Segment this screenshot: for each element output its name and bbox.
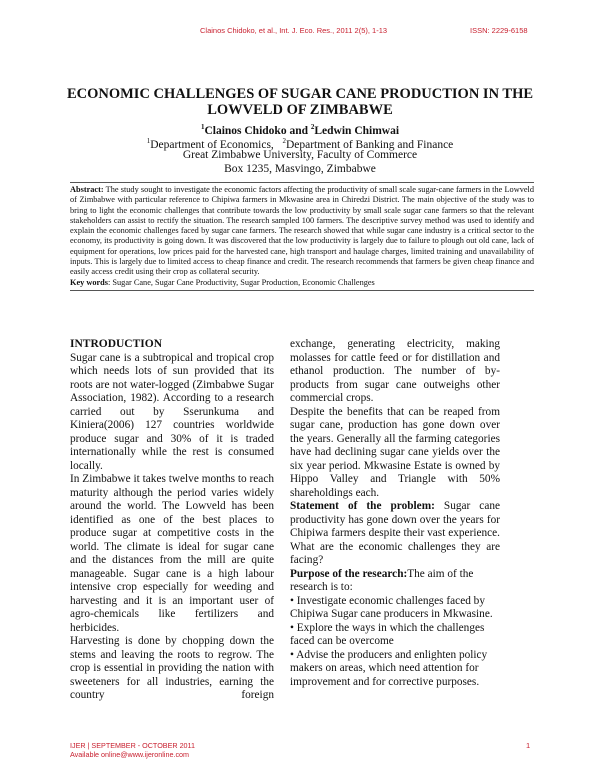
abstract-text: The study sought to investigate the economic factors affecting the productivity of small scale sugar-cane farmers in the Lowveld of Zimbabwe with particular reference to Chipiwa farmers in Mkwasine area in Chiredzi District. The main objective of the study was to bring to light the economic challenges that contribute towards the low productivity by small scale sugar cane farmers so that the relevant stakeholders can assist to rectify the situation. The research sampled 100 farmers. The descriptive survey method was used to identify and explain the economic challenges faced by sugar cane farmers. The research showed that while sugar cane industry is a critical sector to the economy, its productivity is going down. It was discovered that the low productivity is largely due to failure to plough out old cane, lack of equipment for operations, low prices paid for the harvested cane, high transport and haulage charges, limited training and unavailability of inputs. This is largely due to limited access to cheap finance and credit. The research recommends that farmers be given cheap finance and easily access credit using their crop as collateral security. bbox=[70, 185, 534, 277]
keywords-label: Key words bbox=[70, 277, 109, 287]
right-paragraph-2: Despite the benefits that can be reaped from sugar cane, production has gone down over the years. Generally all the farming categories have had declining sugar cane yields over the six year period. Mkwasine Estate is owned by Hippo Valley and Triangle with 50% shareholdings each. bbox=[290, 405, 500, 499]
dept2-name: Department of Banking and Finance bbox=[285, 138, 454, 151]
keywords-line bbox=[70, 278, 534, 288]
dept2-superscript: 2 bbox=[282, 137, 286, 145]
running-header-issn: ISSN: 2229-6158 bbox=[470, 26, 528, 35]
author2-superscript: 2 bbox=[310, 123, 315, 131]
page-number: 1 bbox=[526, 741, 531, 750]
intro-paragraph-2: In Zimbabwe it takes twelve months to reach maturity although the period varies widely around the world. The Lowveld has been identified as one of the best places to produce sugar at competitive costs in the world. The climate is ideal for sugar cane and the distances from the mill are quite manageable. Sugar cane is a high labour intensive crop especially for weeding and harvesting and it is an important user of agro-chemicals like fertilizers and herbicides. bbox=[70, 473, 274, 634]
purpose-label: Purpose of the research: bbox=[290, 567, 408, 580]
footer-journal: IJER | SEPTEMBER - OCTOBER 2011 bbox=[70, 741, 196, 750]
problem-statement bbox=[290, 500, 500, 568]
list-item: • Explore the ways in which the challenges faced can be overcome bbox=[290, 621, 485, 647]
purpose-statement bbox=[290, 568, 500, 595]
author1-superscript: 1 bbox=[200, 123, 205, 131]
intro-paragraph-3: Harvesting is done by chopping down the stems and leaving the roots to regrow. The crop is essential in providing the nation with sweeteners for all industries, earning the country foreign bbox=[70, 635, 274, 701]
author2-name: Ledwin Chimwai bbox=[314, 124, 400, 137]
dept1-name: Department of Economics, bbox=[150, 138, 274, 151]
right-paragraph-1: exchange, generating electricity, making molasses for cattle feed or for distillation and ethanol production. The number of by-products from sugar cane outweighs other commercial crops. bbox=[290, 338, 500, 404]
purpose-text: The aim of the research is to: bbox=[290, 567, 474, 593]
abstract-label: Abstract: bbox=[70, 185, 104, 194]
list-item: • Advise the producers and enlighten policy makers on areas, which need attention for improvement and for corrective purposes. bbox=[290, 648, 488, 688]
body-column-left bbox=[70, 338, 274, 703]
intro-paragraph-1: Sugar cane is a subtropical and tropical crop which needs lots of sun provided that its roots are not water-logged (Zimbabwe Sugar Association, 1982). According to a research carried out by Sserunkuma and Kiniera(2006) 127 countries worldwide produce sugar and 30% of it is traded internationally while the rest is consumed locally. bbox=[70, 351, 274, 472]
author-conjunction: and bbox=[286, 124, 311, 137]
problem-label: Statement of the problem: bbox=[290, 500, 435, 512]
dept1-superscript: 1 bbox=[146, 137, 151, 145]
problem-text: Sugar cane productivity has gone down over the years for Chipiwa farmers despite their vast experience. What are the economic challenges they are facing? bbox=[290, 500, 500, 566]
body-column-right bbox=[290, 338, 500, 689]
footer-online-link[interactable]: Available online@www.ijeronline.com bbox=[70, 750, 190, 759]
author1-name: Clainos Chidoko bbox=[204, 124, 287, 137]
abstract-block bbox=[70, 182, 534, 291]
keywords-text: : Sugar Cane, Sugar Cane Productivity, Sugar Production, Economic Challenges bbox=[108, 277, 375, 287]
address-line: Box 1235, Masvingo, Zimbabwe bbox=[224, 163, 376, 175]
paper-title: ECONOMIC CHALLENGES OF SUGAR CANE PRODUCTION IN THE LOWVELD OF ZIMBABWE bbox=[66, 86, 534, 118]
list-item: • Investigate economic challenges faced by Chipiwa Sugar cane producers in Mkwasine. bbox=[290, 594, 493, 620]
introduction-heading: INTRODUCTION bbox=[70, 338, 163, 350]
running-header-citation: Clainos Chidoko, et al., Int. J. Eco. Res., 2011 2(5), 1-13 bbox=[200, 26, 388, 35]
university-line: Great Zimbabwe University, Faculty of Commerce bbox=[182, 149, 418, 161]
